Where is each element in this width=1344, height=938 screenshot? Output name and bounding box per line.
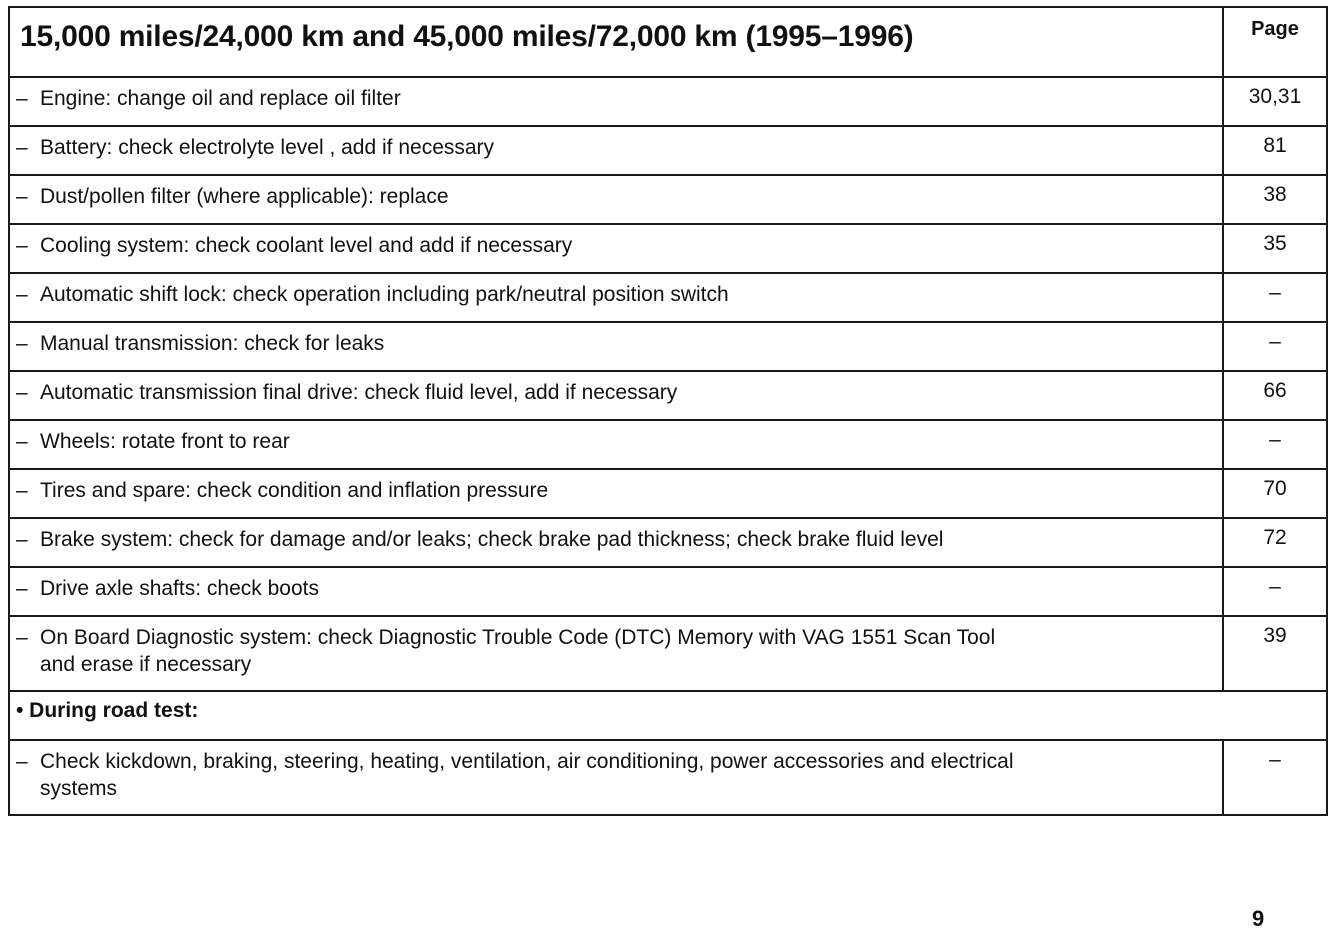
task-cell [9,740,1223,815]
page-reference: – [1223,273,1327,322]
page-reference: 39 [1223,616,1327,691]
task-text: Battery: check electrolyte level , add if necessary [40,136,495,159]
dash-marker: – [16,430,28,453]
task-cell [9,518,1223,567]
page-reference: – [1223,567,1327,616]
page-reference: 81 [1223,126,1327,175]
dash-marker: – [16,87,28,110]
page-reference: – [1223,740,1327,815]
page-number: 9 [1252,906,1265,931]
table-row [9,175,1327,224]
dash-marker: – [16,136,28,159]
task-text-continuation: and erase if necessary [40,653,252,676]
dash-marker: – [16,750,28,773]
dash-marker: – [16,626,28,649]
task-text: Brake system: check for damage and/or leaks; check brake pad thickness; check brake fluid level [40,528,944,551]
table-row [9,518,1327,567]
dash-marker: – [16,381,28,404]
dash-marker: – [16,185,28,208]
maintenance-schedule-table [8,6,1328,816]
page-reference: – [1223,322,1327,371]
task-cell [9,616,1223,691]
task-text: Manual transmission: check for leaks [40,332,385,355]
task-cell [9,126,1223,175]
task-text: Cooling system: check coolant level and add if necessary [40,234,573,257]
table-row [9,740,1327,815]
page-column-header: Page [1223,7,1327,77]
task-cell [9,371,1223,420]
table-row [9,126,1327,175]
page-reference: – [1223,420,1327,469]
task-text: Automatic transmission final drive: check fluid level, add if necessary [40,381,678,404]
task-text: On Board Diagnostic system: check Diagnostic Trouble Code (DTC) Memory with VAG 1551 Scan Tool [40,626,996,649]
task-cell [9,273,1223,322]
task-text: Check kickdown, braking, steering, heating, ventilation, air conditioning, power accessories and electrical [40,750,1014,773]
page-reference: 72 [1223,518,1327,567]
dash-marker: – [16,332,28,355]
task-cell [9,77,1223,126]
task-cell [9,469,1223,518]
task-cell [9,224,1223,273]
task-cell [9,567,1223,616]
dash-marker: – [16,479,28,502]
dash-marker: – [16,528,28,551]
table-header-row [9,7,1327,77]
table-row [9,322,1327,371]
table-row [9,77,1327,126]
page-reference: 66 [1223,371,1327,420]
table-row [9,224,1327,273]
page-reference: 70 [1223,469,1327,518]
table-row [9,469,1327,518]
schedule-title: 15,000 miles/24,000 km and 45,000 miles/72,000 km (1995–1996) [9,7,1223,77]
road-test-heading: • During road test: [9,691,1327,740]
task-text: Tires and spare: check condition and inflation pressure [40,479,549,502]
task-text-continuation: systems [40,777,118,800]
table-row [9,616,1327,691]
dash-marker: – [16,577,28,600]
table-row [9,371,1327,420]
dash-marker: – [16,234,28,257]
table-row [9,273,1327,322]
task-text: Wheels: rotate front to rear [40,430,290,453]
task-text: Engine: change oil and replace oil filter [40,87,401,110]
page-reference: 35 [1223,224,1327,273]
task-cell [9,420,1223,469]
page-reference: 38 [1223,175,1327,224]
table-row [9,420,1327,469]
table-row [9,567,1327,616]
task-text: Automatic shift lock: check operation including park/neutral position switch [40,283,729,306]
dash-marker: – [16,283,28,306]
task-cell [9,175,1223,224]
task-cell [9,322,1223,371]
task-text: Drive axle shafts: check boots [40,577,319,600]
task-text: Dust/pollen filter (where applicable): replace [40,185,449,208]
page-reference: 30,31 [1223,77,1327,126]
road-test-section-row [9,691,1327,740]
